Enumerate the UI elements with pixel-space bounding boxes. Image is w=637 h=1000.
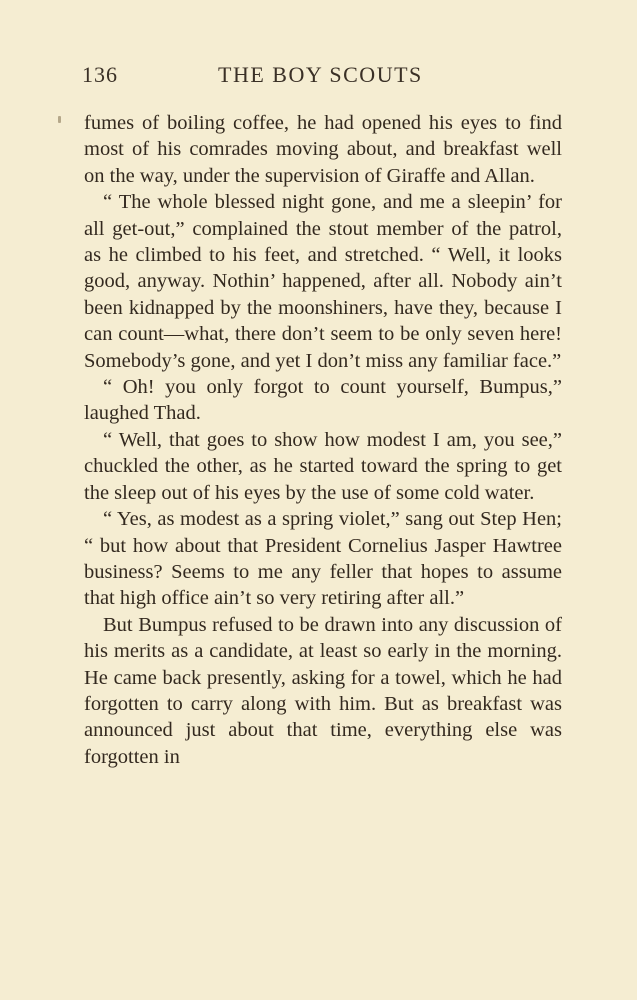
paragraph: fumes of boiling coffee, he had opened his eyes to find most of his comrades moving about, and breakfast well on the way, under the supervision of Giraffe and Allan. (84, 112, 562, 187)
paragraph: “ Yes, as modest as a spring violet,” sang out Step Hen; “ but how about that President Cornelius Jasper Hawtree business? Seems to me any feller that hopes to assume that high office ain’t so very retiring after all.” (84, 508, 562, 610)
paragraph: “ Oh! you only forgot to count yourself, Bumpus,” laughed Thad. (84, 376, 562, 425)
page-header (82, 62, 562, 92)
paragraph: But Bumpus refused to be drawn into any discussion of his merits as a candidate, at least so early in the morning. He came back presently, asking for a towel, which he had forgotten to carry along with him. But as breakfast was announced just about that time, everything else was forgotten in (84, 613, 562, 768)
paragraph: “ The whole blessed night gone, and me a sleepin’ for all get-out,” complained the stout member of the patrol, as he climbed to his feet, and stretched. “ Well, it looks good, anyway. Nothin’ happened, after all. Nobody ain’t been kidnapped by the moonshiners, have they, because I can count—what, there don’t seem to be only seven here! Somebody’s gone, and yet I don’t miss any familiar face.” (84, 191, 562, 372)
page-number: 136 (82, 62, 118, 87)
running-title: THE BOY SCOUTS (218, 62, 423, 87)
paragraph: “ Well, that goes to show how modest I am, you see,” chuckled the other, as he started toward the spring to get the sleep out of his eyes by the use of some cold water. (84, 428, 562, 504)
body-text (84, 110, 562, 770)
margin-mark (58, 116, 61, 123)
